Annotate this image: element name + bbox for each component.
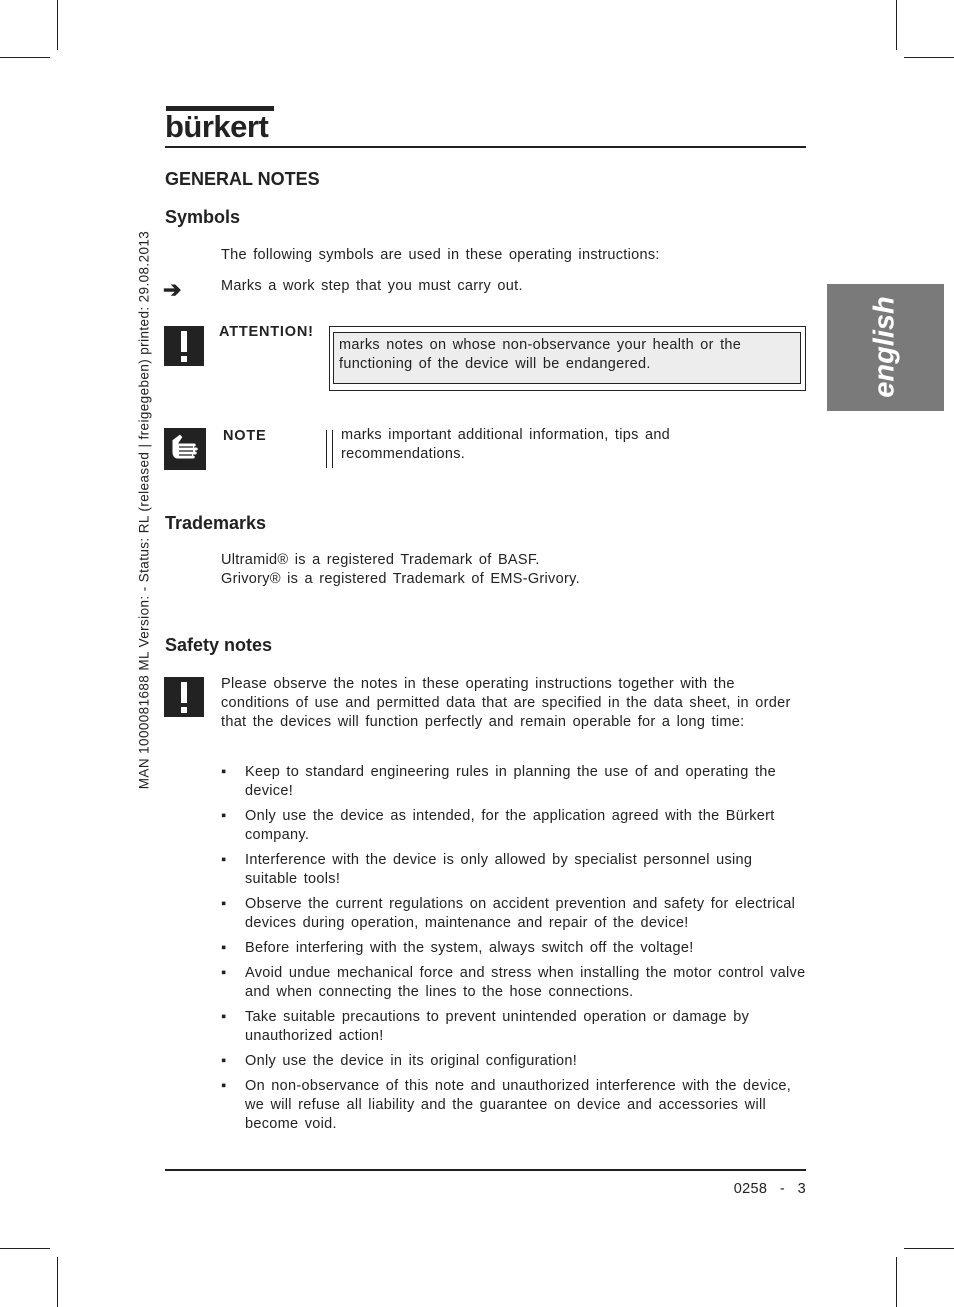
- bullet-marker: ▪: [221, 1053, 227, 1069]
- note-text: marks important additional information, tips and recommendations.: [341, 427, 671, 462]
- bullet-marker: ▪: [221, 852, 227, 868]
- crop-mark: [57, 1257, 58, 1307]
- bullet-marker: ▪: [221, 1078, 227, 1094]
- crop-mark: [896, 0, 897, 50]
- list-item: [221, 851, 807, 889]
- note-divider: [326, 430, 327, 468]
- thumbs-up-hand-icon: [164, 428, 206, 470]
- crop-mark: [904, 57, 954, 58]
- trademarks-heading: Trademarks: [165, 513, 267, 533]
- symbols-intro: The following symbols are used in these operating instructions:: [221, 247, 660, 263]
- list-item: [221, 964, 807, 1002]
- list-item-text: Interference with the device is only allowed by specialist personnel using suitable tools!: [245, 852, 753, 887]
- exclamation-warning-icon: [164, 326, 204, 366]
- bullet-marker: ▪: [221, 896, 227, 912]
- crop-mark: [0, 1248, 50, 1249]
- footer-rule: [165, 1169, 806, 1171]
- logo-wordmark: bürkert: [165, 109, 269, 144]
- arrow-description: Marks a work step that you must carry out.: [221, 278, 523, 294]
- page-number: 0258 - 3: [733, 1181, 806, 1197]
- note-divider: [332, 430, 333, 468]
- section-title: GENERAL NOTES: [165, 169, 320, 189]
- attention-text: marks notes on whose non-observance your health or the functioning of the device will be endangered.: [339, 337, 742, 372]
- safety-intro: Please observe the notes in these operating instructions together with the conditions of use and permitted data that are specified in the data sheet, in order that the devices will function perfectly and remain operable for a long time:: [221, 676, 791, 730]
- list-item-text: Observe the current regulations on accident prevention and safety for electrical devices during operation, maintenance and repair of the device!: [245, 896, 796, 931]
- list-item-text: Before interfering with the system, always switch off the voltage!: [245, 940, 694, 956]
- list-item: [221, 895, 807, 933]
- list-item-text: On non-observance of this note and unauthorized interference with the device, we will refuse all liability and the guarantee on device and accessories will become void.: [245, 1078, 792, 1132]
- bullet-marker: ▪: [221, 965, 227, 981]
- list-item: [221, 939, 807, 958]
- crop-mark: [896, 1257, 897, 1307]
- list-item-text: Avoid undue mechanical force and stress when installing the motor control valve and when connecting the lines to the hose connections.: [245, 965, 806, 1000]
- list-item: [221, 1052, 807, 1071]
- symbols-heading: Symbols: [165, 207, 241, 227]
- list-item: [221, 807, 807, 845]
- note-label: NOTE: [223, 428, 267, 444]
- crop-mark: [904, 1248, 954, 1249]
- safety-heading: Safety notes: [165, 635, 273, 655]
- language-tab: [827, 284, 944, 411]
- burkert-logo: [165, 106, 275, 144]
- bullet-marker: ▪: [221, 1009, 227, 1025]
- bullet-marker: ▪: [221, 764, 227, 780]
- list-item-text: Keep to standard engineering rules in planning the use of and operating the device!: [245, 764, 776, 799]
- document-status-text: MAN 1000081688 ML Version: - Status: RL (released | freigegeben) printed: 29.08.2013: [136, 230, 152, 790]
- bullet-marker: ▪: [221, 940, 227, 956]
- trademark-line: Grivory® is a registered Trademark of EMS-Grivory.: [221, 571, 580, 587]
- trademark-line: Ultramid® is a registered Trademark of BASF.: [221, 552, 540, 568]
- arrow-right-icon: ➔: [163, 277, 182, 302]
- list-item: [221, 1077, 807, 1134]
- bullet-marker: ▪: [221, 808, 227, 824]
- list-item-text: Only use the device as intended, for the application agreed with the Bürkert company.: [245, 808, 775, 843]
- list-item: [221, 1008, 807, 1046]
- attention-label: ATTENTION!: [219, 324, 314, 340]
- header-rule: [165, 146, 806, 148]
- crop-mark: [0, 57, 50, 58]
- exclamation-warning-icon: [164, 677, 204, 717]
- list-item-text: Only use the device in its original configuration!: [245, 1053, 578, 1069]
- list-item-text: Take suitable precautions to prevent unintended operation or damage by unauthorized action!: [245, 1009, 750, 1044]
- crop-mark: [57, 0, 58, 50]
- list-item: [221, 763, 807, 801]
- safety-list: [221, 763, 807, 1140]
- language-tab-label: english: [868, 296, 901, 398]
